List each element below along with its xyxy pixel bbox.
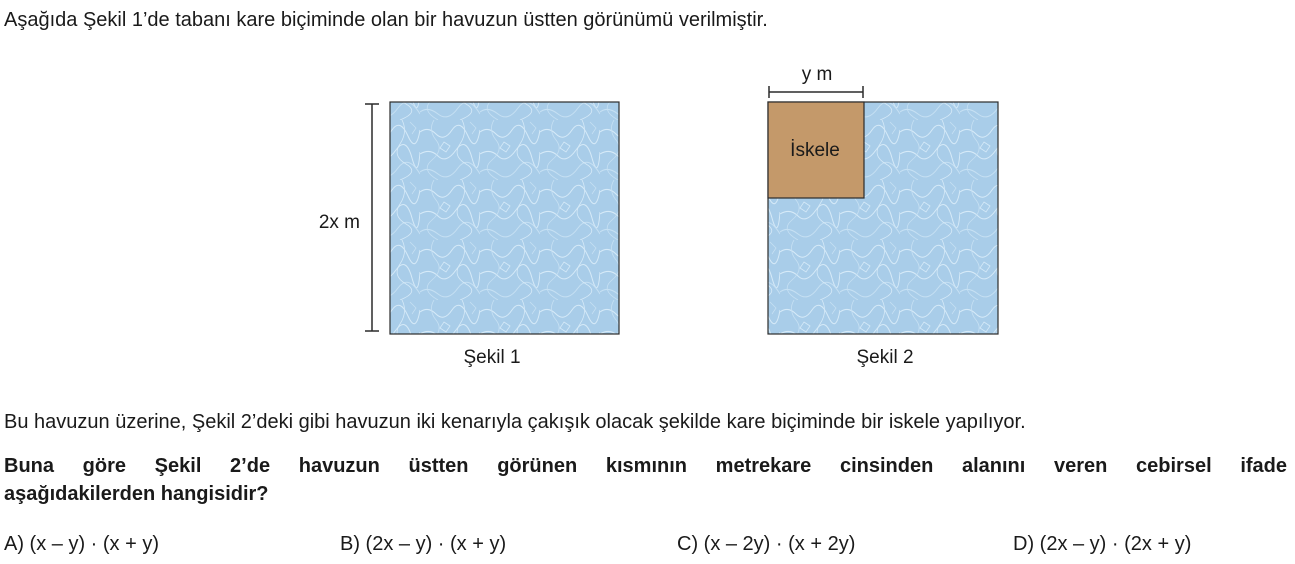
figure-1: [319, 102, 619, 368]
caption-figure-2: Şekil 2: [856, 347, 914, 368]
option-b[interactable]: B) (2x – y) · (x + y): [340, 533, 507, 555]
top-label-y: y m: [801, 64, 833, 85]
side-label-2x: 2x m: [318, 212, 360, 233]
pier-label: İskele: [790, 140, 840, 161]
question-text: [4, 452, 1287, 508]
pool-square-1: [390, 102, 619, 334]
height-dimension-line: [365, 104, 379, 331]
width-dimension-line: [769, 86, 863, 98]
description-paragraph: Bu havuzun üzerine, Şekil 2’deki gibi havuzun iki kenarıyla çakışık olacak şekilde kare biçiminde bir iskele yapılıyor.: [4, 411, 1026, 433]
figure-2: [768, 64, 998, 368]
option-a[interactable]: A) (x – y) · (x + y): [4, 533, 159, 555]
question-line-2: aşağıdakilerden hangisidir?: [4, 483, 269, 505]
caption-figure-1: Şekil 1: [463, 347, 521, 368]
option-c[interactable]: C) (x – 2y) · (x + 2y): [677, 533, 856, 555]
intro-text: Aşağıda Şekil 1’de tabanı kare biçiminde olan bir havuzun üstten görünümü verilmiştir.: [4, 9, 768, 31]
question-line-1: Buna göre Şekil 2’de havuzun üstten görünen kısmının metrekare cinsinden alanını veren cebirsel ifade: [4, 455, 1287, 477]
option-d[interactable]: D) (2x – y) · (2x + y): [1013, 533, 1192, 555]
